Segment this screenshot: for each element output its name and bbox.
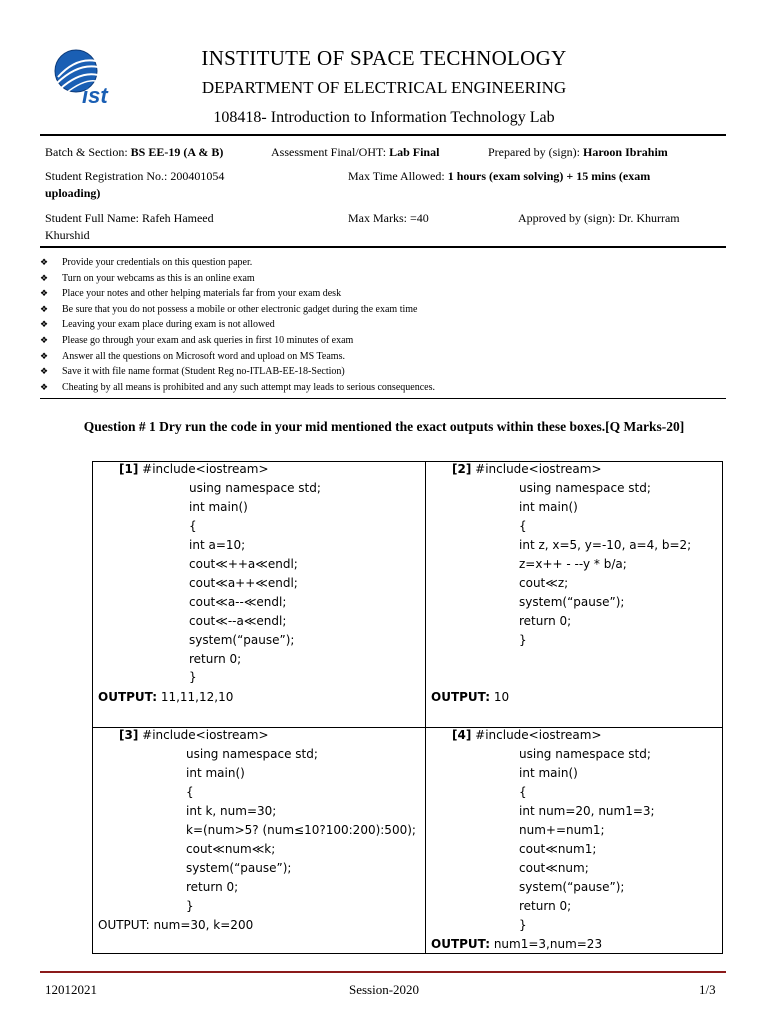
output-value: 11,11,12,10 [157, 690, 234, 704]
prepared-by: Prepared by (sign): Haroon Ibrahim [488, 145, 668, 159]
bullet-icon: ❖ [40, 272, 49, 283]
output-label: OUTPUT: [98, 690, 157, 704]
code-line: return 0; [519, 613, 572, 628]
code-line: int main() [189, 499, 248, 514]
code-line: cout≪num≪k; [186, 841, 276, 856]
code-cell-4 [426, 728, 756, 988]
instruction-text: Leaving your exam place during exam is not allowed [62, 319, 275, 331]
include-line: #include<iostream> [471, 462, 602, 476]
question-number: [1] [119, 462, 139, 476]
department-title: DEPARTMENT OF ELECTRICAL ENGINEERING [201, 78, 567, 97]
code-line: return 0; [186, 879, 239, 894]
footer-date: 12012021 [45, 982, 97, 997]
code-cell-3 [93, 728, 423, 988]
code-line: { [519, 784, 527, 799]
code-line: { [189, 518, 197, 533]
code-header-line [452, 728, 602, 742]
code-line: cout≪num1; [519, 841, 597, 856]
code-line: using namespace std; [519, 480, 651, 495]
instructions-divider [40, 398, 726, 399]
student-name: Student Full Name: Rafeh Hameed [45, 211, 214, 225]
bullet-icon: ❖ [40, 381, 49, 392]
code-cell-1 [93, 462, 423, 722]
output-line [98, 918, 253, 932]
instruction-item [40, 364, 730, 380]
bullet-icon: ❖ [40, 288, 49, 299]
question-number: [2] [452, 462, 472, 476]
assessment: Assessment Final/OHT: Lab Final [271, 145, 440, 159]
code-line: int num=20, num1=3; [519, 803, 655, 818]
question-number: [3] [119, 728, 139, 742]
code-line: using namespace std; [189, 480, 321, 495]
code-line: system(“pause”); [519, 879, 625, 894]
footer-rule [40, 971, 726, 973]
code-line: cout≪++a≪endl; [189, 556, 298, 571]
institute-title: INSTITUTE OF SPACE TECHNOLOGY [201, 46, 567, 70]
bullet-icon: ❖ [40, 257, 49, 267]
code-line: cout≪z; [519, 575, 569, 590]
code-line: system(“pause”); [186, 860, 292, 875]
instruction-text: Be sure that you do not possess a mobile or other electronic gadget during the exam time [62, 303, 418, 315]
header-divider [40, 134, 726, 136]
instruction-item [40, 255, 730, 271]
code-cell-2 [426, 462, 756, 722]
instruction-text: Save it with file name format (Student Reg no-ITLAB-EE-18-Section) [62, 366, 345, 378]
bullet-icon: ❖ [40, 366, 49, 377]
student-name-continued: Khurshid [45, 228, 90, 242]
code-line: using namespace std; [519, 746, 651, 761]
code-line: } [189, 670, 197, 685]
code-table [92, 461, 723, 954]
output-value: OUTPUT: num=30, k=200 [98, 918, 254, 932]
footer-page: 1/3 [699, 982, 716, 997]
include-line: #include<iostream> [138, 462, 269, 476]
code-line: num+=num1; [519, 822, 605, 837]
info-divider [40, 246, 726, 248]
code-line: cout≪num; [519, 860, 589, 875]
code-line: system(“pause”); [519, 594, 625, 609]
code-line: { [519, 518, 527, 533]
code-line: cout≪a--≪endl; [189, 594, 287, 609]
output-value: num1=3,num=23 [490, 937, 603, 951]
logo-text: ist [82, 83, 108, 105]
bullet-icon: ❖ [40, 319, 49, 330]
instruction-item [40, 317, 730, 333]
output-label: OUTPUT: [431, 690, 490, 704]
course-title: 108418- Introduction to Information Technology Lab [213, 109, 555, 126]
instruction-text: Place your notes and other helping materials far from your exam desk [62, 288, 342, 300]
code-header-line [119, 462, 269, 476]
code-line: int main() [186, 765, 245, 780]
instruction-item [40, 271, 730, 287]
footer-session: Session-2020 [348, 982, 420, 997]
code-header-line [452, 462, 602, 476]
code-header-line [119, 728, 269, 742]
code-line: int main() [519, 499, 578, 514]
instruction-item [40, 380, 730, 396]
output-line [431, 690, 509, 704]
code-line: cout≪--a≪endl; [189, 613, 287, 628]
max-time-continued: uploading) [45, 186, 101, 200]
max-time: Max Time Allowed: 1 hours (exam solving) + 15 mins (exam [348, 169, 651, 183]
instruction-item [40, 349, 730, 365]
output-value: 10 [490, 690, 510, 704]
include-line: #include<iostream> [471, 728, 602, 742]
instruction-text: Cheating by all means is prohibited and any such attempt may leads to serious consequences. [62, 381, 435, 393]
code-line: int a=10; [189, 537, 246, 552]
output-line [431, 937, 602, 951]
code-line: z=x++ - --y * b/a; [519, 556, 627, 571]
registration-no: Student Registration No.: 200401054 [45, 169, 225, 183]
question-number: [4] [452, 728, 472, 742]
code-line: return 0; [519, 898, 572, 913]
bullet-icon: ❖ [40, 334, 49, 345]
instruction-item [40, 302, 730, 318]
code-line: using namespace std; [186, 746, 318, 761]
output-label: OUTPUT: [431, 937, 490, 951]
output-line [98, 690, 233, 704]
code-line: int main() [519, 765, 578, 780]
code-line: k=(num>5? (num≤10?100:200):500); [186, 822, 416, 837]
question-heading: Question # 1 Dry run the code in your mid mentioned the exact outputs within these boxes.[Q Marks-20] [83, 419, 685, 434]
instruction-item [40, 333, 730, 349]
instruction-text: Turn on your webcams as this is an online exam [62, 272, 255, 284]
bullet-icon: ❖ [40, 303, 49, 314]
batch-section: Batch & Section: BS EE-19 (A & B) [45, 145, 224, 159]
instruction-text: Answer all the questions on Microsoft word and upload on MS Teams. [62, 350, 345, 362]
instructions-list [40, 255, 730, 395]
code-line: system(“pause”); [189, 632, 295, 647]
bullet-icon: ❖ [40, 350, 49, 361]
code-line: } [519, 917, 527, 932]
instruction-text: Please go through your exam and ask queries in first 10 minutes of exam [62, 334, 354, 346]
code-line: } [186, 898, 194, 913]
code-line: cout≪a++≪endl; [189, 575, 298, 590]
code-line: int k, num=30; [186, 803, 277, 818]
include-line: #include<iostream> [138, 728, 269, 742]
instruction-item [40, 286, 730, 302]
code-line: return 0; [189, 651, 242, 666]
code-line: } [519, 632, 527, 647]
instruction-text: Provide your credentials on this question paper. [62, 257, 253, 268]
code-line: int z, x=5, y=-10, a=4, b=2; [519, 537, 692, 552]
approved-by: Approved by (sign): Dr. Khurram [518, 211, 680, 225]
max-marks: Max Marks: =40 [348, 211, 429, 225]
code-line: { [186, 784, 194, 799]
